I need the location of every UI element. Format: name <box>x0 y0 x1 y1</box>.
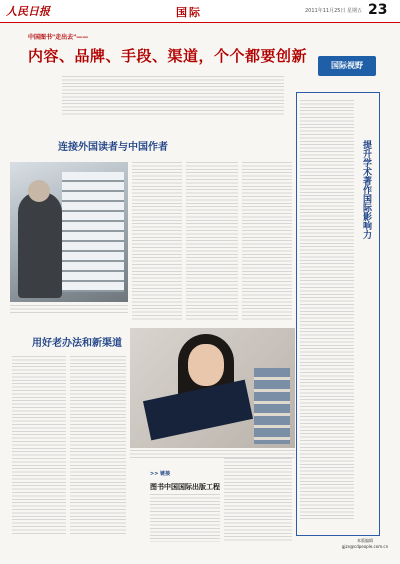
dateline: 2011年11月25日 星期五 <box>305 8 363 14</box>
article-text-col-3 <box>242 162 292 322</box>
photo-caption-2 <box>130 450 295 458</box>
article-text-col-7 <box>224 458 292 542</box>
main-headline: 内容、品牌、手段、渠道，个个都要创新 <box>28 47 308 65</box>
photo-woman-with-book <box>130 328 295 448</box>
section-name: 国际 <box>176 6 202 19</box>
article-text-col-1 <box>132 162 182 322</box>
page-number: 23 <box>368 2 388 18</box>
kicker: 中国图书"走出去"—— <box>28 34 89 41</box>
article-text-col-5 <box>70 356 126 536</box>
subhead-1: 连接外国读者与中国作者 <box>58 142 168 153</box>
sidebar-title: 提升学术著作国际影响力 <box>361 140 371 239</box>
newspaper-logo: 人民日报 <box>6 5 50 18</box>
sidebar-text-col-1 <box>300 100 354 520</box>
link-section-label: >> 链接 <box>150 471 171 477</box>
lead-paragraph <box>62 76 284 116</box>
article-text-col-4 <box>12 356 66 536</box>
photo-bookshelf-reader <box>10 162 128 302</box>
article-text-col-2 <box>186 162 238 322</box>
article-text-col-6 <box>150 494 220 542</box>
photo-caption-1 <box>10 305 128 313</box>
subhead-2: 用好老办法和新渠道 <box>32 338 122 349</box>
footer-editor: 本版编辑 <box>357 538 373 543</box>
footer-editor-box <box>336 538 394 552</box>
footer-email[interactable]: gjzx@cdpeople.com.cn <box>341 544 389 549</box>
column-badge: 国际视野 <box>318 56 376 76</box>
link-section-title: 图书中国国际出版工程 <box>150 483 220 491</box>
